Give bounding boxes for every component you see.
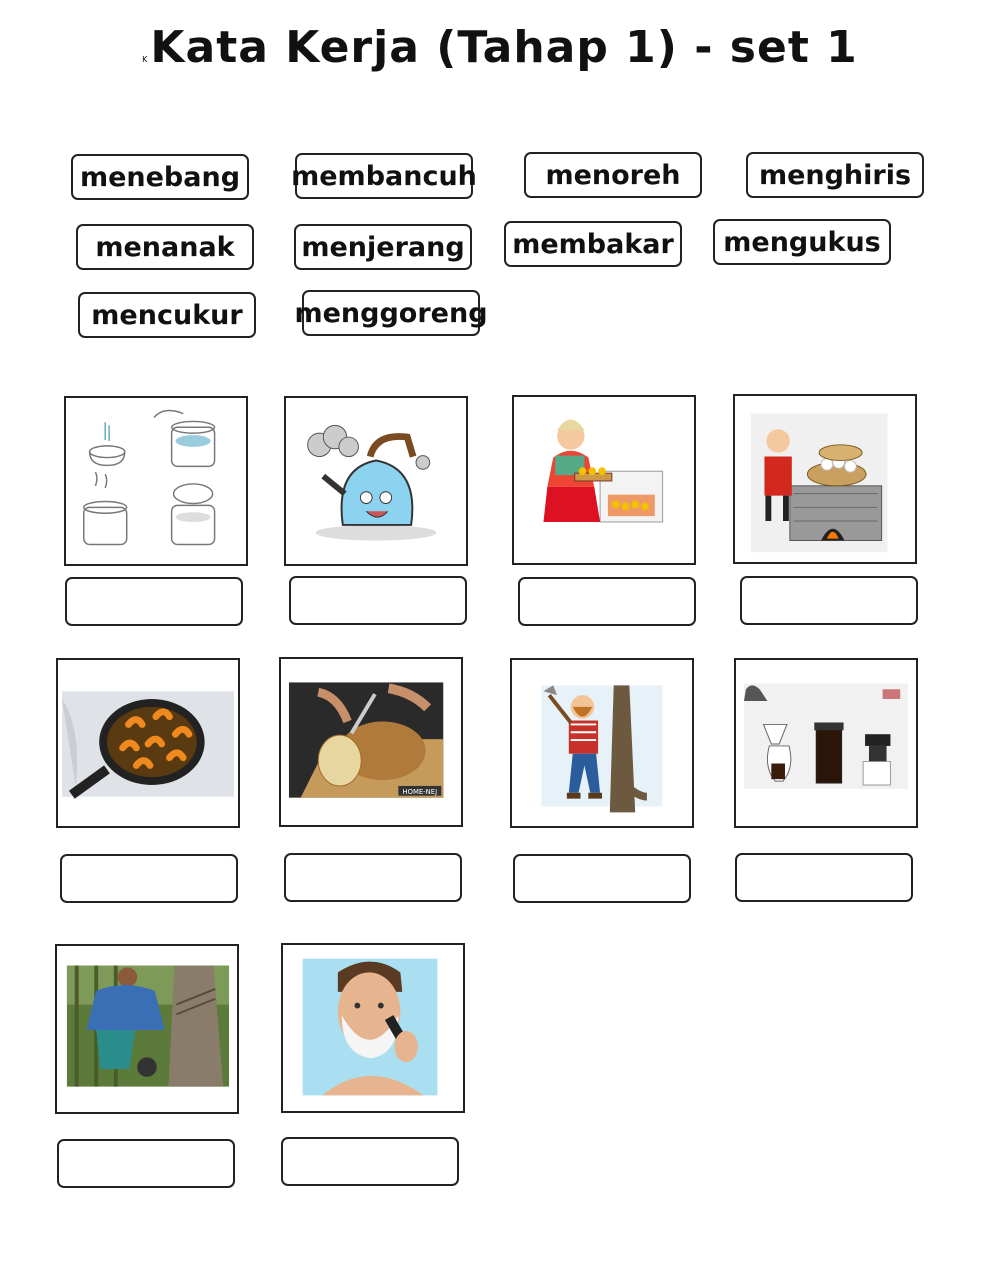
rice-cooking-steps-image — [64, 396, 248, 566]
lumberjack-chopping-tree-image — [510, 658, 694, 828]
man-shaving-image — [281, 943, 465, 1113]
answer-drop-box[interactable] — [57, 1139, 235, 1188]
title-text: Kata Kerja (Tahap 1) - set 1 — [150, 22, 858, 73]
rubber-tapping-image — [55, 944, 239, 1114]
word-chip[interactable]: menjerang — [294, 224, 472, 270]
steaming-dumplings-image — [733, 394, 917, 564]
brewing-coffee-image — [734, 658, 918, 828]
word-chip[interactable]: menghiris — [746, 152, 924, 198]
slicing-bread-image — [279, 657, 463, 827]
answer-drop-box[interactable] — [284, 853, 462, 902]
image-watermark: HOME-NEJ — [402, 787, 438, 796]
word-chip[interactable]: mengukus — [713, 219, 891, 265]
answer-drop-box[interactable] — [518, 577, 696, 626]
word-chip[interactable]: menoreh — [524, 152, 702, 198]
word-chip[interactable]: menanak — [76, 224, 254, 270]
word-chip[interactable]: membancuh — [295, 153, 473, 199]
title-mark: K — [142, 55, 149, 64]
word-chip[interactable]: membakar — [504, 221, 682, 267]
word-chip[interactable]: menebang — [71, 154, 249, 200]
answer-drop-box[interactable] — [281, 1137, 459, 1186]
answer-drop-box[interactable] — [513, 854, 691, 903]
boiling-kettle-image — [284, 396, 468, 566]
answer-drop-box[interactable] — [65, 577, 243, 626]
answer-drop-box[interactable] — [735, 853, 913, 902]
page-title — [0, 22, 1000, 73]
word-chip[interactable]: menggoreng — [302, 290, 480, 336]
answer-drop-box[interactable] — [289, 576, 467, 625]
answer-drop-box[interactable] — [740, 576, 918, 625]
word-chip[interactable]: mencukur — [78, 292, 256, 338]
baking-grandma-image — [512, 395, 696, 565]
frying-shrimp-image — [56, 658, 240, 828]
answer-drop-box[interactable] — [60, 854, 238, 903]
